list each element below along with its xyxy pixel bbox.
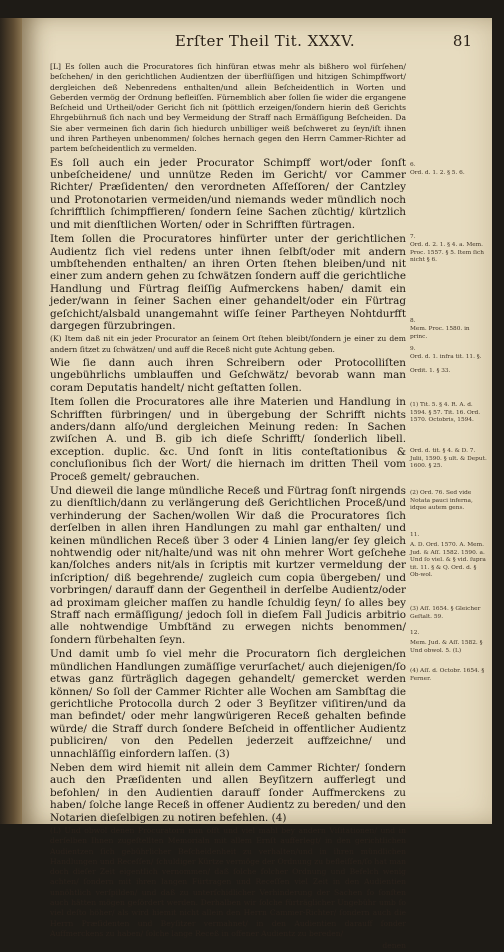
margin-note-11: (2) Ord. 76. Sed vide Notata pauci inferna, idque autem gens.	[410, 490, 473, 512]
margin-note-9: (1) Tit. 5. § 4. R. A. d. 1594. § 57. Tit. 16. Ord. 1570. Octobris, 1594.	[410, 402, 481, 424]
margin-note-13: A. D. Ord. 1570. A. Mem. Jud. & Aſſ. 1582. 1590. a. Und ſo viel. & § vid. ſupra tit. 11. § & Q. Ord. d. § Ob-wol.	[410, 542, 486, 579]
page-header	[52, 32, 478, 54]
margin-notes-column	[410, 62, 488, 814]
folio-number: 81	[452, 32, 472, 50]
margin-note-17: (4) Aſſ. d. Octobr. 1654. § Ferner.	[410, 668, 485, 682]
paragraph-4: Wie ſie dann auch ihren Schreibern oder Protocolliſten ungebührlichs umblauffen und Geſchwätz/ bevorab wann man coram Deputatis handelt/ nicht geſtatten ſollen.	[50, 356, 406, 394]
margin-note-15: 12.	[410, 630, 420, 636]
margin-note-4: 8.	[410, 318, 416, 324]
margin-note-6: 9.	[410, 346, 416, 352]
book-binding	[0, 18, 22, 824]
paragraph-5: Item ſollen die Procuratores alle ihre Materien und Handlung in Schrifften fürbringen/ und in übergebung der Schrifft nichts anders/dann alſo/und dergleichen Meinung reden: In Sachen zwiſchen A. und B. gib ich dieſe Schrifft/ ſonderlich libell. exception. duplic. &c. Und ſonſt in litis conteſtationibus & concluſionibus ſich der Wort/ die hiernach im dritten Theil vom Proceß gemelt/ gebrauchen.	[50, 396, 406, 483]
paragraph-0: [L] Es ſollen auch die Procuratores ſich hinfüran etwas mehr als bißhero wol fürſehen/ beſchehen/ in den gerichtlichen Audientzen der überflüſſigen und hitzigen Schimpffwort/ dergleichen deß Nebenredens enthalten/und allein Beſcheidentlich in Worten und Geberden vermög der Ordnung befleiſſen. Fürnemblich aber ſollen ſie wider die ergangene Beſcheid und Urtheil/oder Gericht ſich nit ſpöttlich erzeigen/ſondern hierin deß Gerichts Ehrgebührnuß ſich nach und bey Vermeidung der Straff nach Ermäſſigung Beſcheiden. Da Sie aber vermeinen ſich darin ſich hiedurch unbilliger weiß beſchweret zu ſeyn/iſt ihnen und ihren Partheyen unbenommen/ ſolches hernach gegen den Herrn Cammer-Richter ad partem beſcheidentlich zu vermelden.	[50, 62, 406, 154]
margin-note-5: Mem. Proc. 1580. in princ.	[410, 326, 470, 340]
margin-note-8: Ordit. 1. § 33.	[410, 368, 451, 374]
margin-note-12: 11.	[410, 532, 420, 538]
margin-note-3: Ord. d. 2. 1. § 4. a. Mem. Proc. 1557. § 5. Item ſich nicht § 6.	[410, 242, 485, 264]
margin-note-1: Ord. d. 1. 2. § 5. 6.	[410, 170, 465, 176]
book-page	[22, 18, 492, 951]
margin-note-14: (3) Aſſ. 1654. § Gleicher Geſtalt. 59.	[410, 606, 481, 620]
margin-note-16: Mem. Jud. & Aſſ. 1582. § Und obwol. 5. (L)	[410, 640, 483, 654]
paragraph-8: Neben dem wird hiemit nit allein dem Cammer Richter/ ſondern auch den Præſidenten und allen Beyſitzern aufferlegt und befohlen/ in den Audientien darauff ſonder Auffmerckens zu haben/ ſolche lange Receß in offener Audientz zu bereden/ und den Notarien dieſelbigen zu notiren befehlen. (4)	[50, 761, 406, 824]
paragraph-9: (L) Und obwol denen Procuratorn nun offt und viel mahl bey andern Viſitationen/ und in derſelben Ihnen zugeſtellten Memorialn mit allem Ernſt aufferlegt/ in den gerichtlichen Audientzen ſich gebührlicher Beſcheidenheit zu verhalten/und in ihren mündlichen Handlungen und Receſſen/ ſchuldiger Kürtze vermöge der Ordnung zu befleiſſen/ſo hat man doch dieſer Zeit eigentlich vernommen/ daß ſolche ſolcher Ordnung und Befelch wenig achten/ ſondern mit ihren langen Fürtragen und Receſſen viel Zeit in den Audientien unnöhtlich verſpilden/ und daß zu unterſchidlicher Verhinderung der Sachen ſo ſonſten auch hätten mögen geſördert werden. Derhalben wir ſolche fürträglicher Ungebühr umb ſo viel deſto höher/ als wird hiemit nicht allein den Herrn Cammer-Richter/ ſondern auch die Herrn Præſidenten und Beyſitzer vermahnet/ in den Audientien darauff ſonder Auffmerckens zu haben/ ſolche lange Receß in offener Audientz zu bereden/	[50, 825, 406, 938]
paragraph-2: Item ſollen die Procuratores hinfürter unter der gerichtlichen Audientz ſich viel redens unter ihnen ſelbſt/oder mit andern umbſtehenden enthalten/ an ihren Orten ſtehen bleiben/und nit einer zum andern gehen zu ſchwätzen ſondern auff die gerichtliche Handlung und Fürtrag fleiſſig Aufmerckens haben/ damit ein jeder/wann in ſeiner Sachen einer gehandelt/oder ein Fürtrag geſchicht/alsbald unangemahnt wiſſe ſeiner Partheyen Nohtdurfft dargegen fürzubringen.	[50, 233, 406, 332]
paragraph-3: (K) Item daß nit ein jeder Procurator an ſeinem Ort ſtehen bleibt/ſondern je einer zu dem andern ſitzet zu ſchwätzen/ und auff die Receß nicht gute Achtung geben.	[50, 334, 406, 354]
main-text-column	[50, 62, 406, 951]
margin-note-2: 7.	[410, 234, 416, 240]
margin-note-0: 6.	[410, 162, 416, 168]
catchword: denen	[382, 941, 406, 951]
running-title: Erſter Theil Tit. XXXV.	[174, 32, 356, 50]
paragraph-1: Es ſoll auch ein jeder Procurator Schimpff wort/oder ſonſt unbeſcheidene/ und unnütze Reden im Gericht/ vor Cammer Richter/ Præſidenten/ den verordneten Aſſeſſoren/ der Cantzley und Protonotarien vermeiden/und niemands weder mündlich noch ſchrifftlich ſchimpffieren/ ſondern ſeine Sachen züchtig/ kürtzlich und mit dienſtlichen Worten/ oder in Schrifften fürtragen.	[50, 156, 406, 231]
margin-note-10: Ord. d. tit. § 4. & D. 7. Julii, 1590. § ult. & Deput. 1600. § 25.	[410, 448, 487, 470]
paragraph-7: Und damit umb ſo viel mehr die Procuratorn ſich dergleichen mündlichen Handlungen zumäſſige verurſachet/ auch diejenigen/ſo etwas ganz fürträglich dagegen gehandelt/ gemercket werden können/ So ſoll der Cammer Richter alle Wochen am Sambſtag die gerichtliche Protocolla durch 2 oder 3 Beyſitzer viſitiren/und da man befindet/ oder mehr langwürigeren Receß gehalten befinde würde/ die Straff durch ſondere Beſcheid in offentlicher Audientz publiciren/ von den Pedellen jederzeit auffzeichne/ und unnachläſſig einfordern laſſen. (3)	[50, 648, 406, 760]
margin-note-7: Ord. d. 1. infra tit. 11. §.	[410, 354, 482, 360]
paragraph-6: Und dieweil die lange mündliche Receß und Fürtrag ſonſt nirgends zu dienſtlich/dann zu verlängerung deß Gerichtlichen Proceß/und verhinderung der Sachen/wollen Wir daß die Procuratores ſich derſelben in allen ihren Handlungen zu mahl gar enthalten/ und keinen mündlichen Receß über 3 oder 4 Linien lang/er ſey gleich nohtwendig oder nit/halte/und was nit ohn mehrer Wort geſchehe kan/ſolches anders nit/als in ſcriptis mit kurtzer vermeldung der inſcription/ diß begehrende/ zugleich cum copia übergeben/ und vorbringen/ darauff dann der Gegentheil in derſelbe Audientz/oder ad proximam gleicher maſſen zu handle ſchuldig ſeyn/ ſo alles bey Straff nach ermäſſigung/ jedoch ſoll in dieſem Fall Judicis arbitrio alle nohtwendige Umbſtänd zu erwegen nichts benommen/ ſondern fürbehalten ſeyn.	[50, 485, 406, 646]
